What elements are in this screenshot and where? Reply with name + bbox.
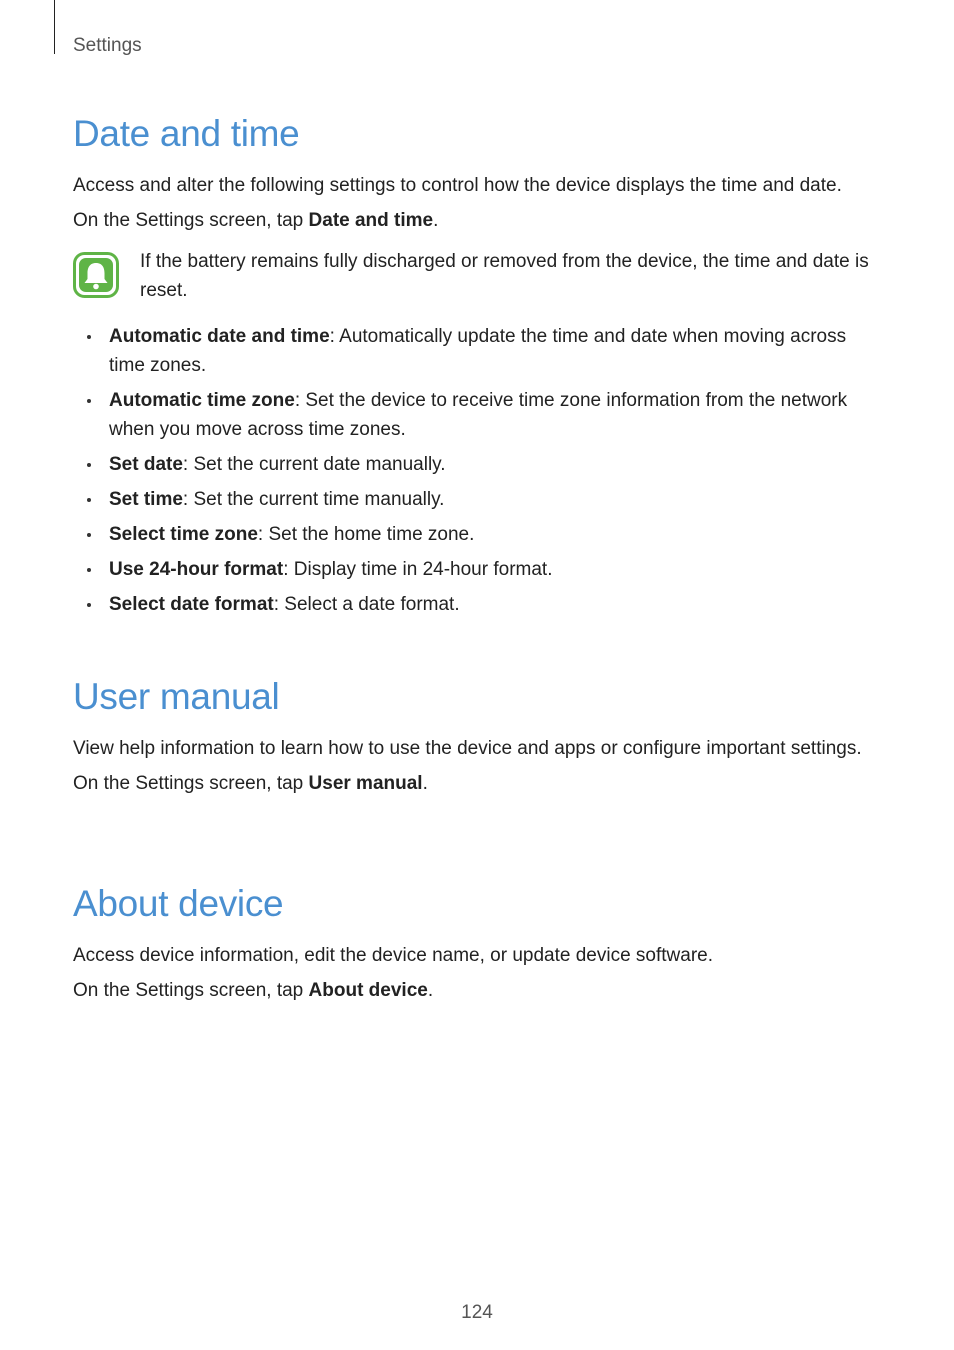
list-item: Use 24-hour format: Display time in 24-hour format. <box>73 555 883 584</box>
note-text: If the battery remains fully discharged or removed from the device, the time and date is reset. <box>140 251 869 301</box>
notification-bell-icon <box>73 252 119 298</box>
list-item: Automatic date and time: Automatically update the time and date when moving across time zones. <box>73 322 883 380</box>
section-title-date-and-time: Date and time <box>73 113 300 154</box>
section-title-about-device: About device <box>73 883 284 924</box>
user-manual-intro: View help information to learn how to use the device and apps or configure important settings. <box>73 738 862 759</box>
running-header: Settings <box>73 35 142 56</box>
list-item: Automatic time zone: Set the device to receive time zone information from the network when you move across time zones. <box>73 386 883 444</box>
list-item: Set date: Set the current date manually. <box>73 450 883 479</box>
about-device-instruction: On the Settings screen, tap About device. <box>73 980 434 1001</box>
section-about-device <box>73 882 883 1005</box>
page-number: 124 <box>461 1302 493 1323</box>
list-item: Set time: Set the current time manually. <box>73 485 883 514</box>
about-device-intro: Access device information, edit the device name, or update device software. <box>73 945 714 966</box>
date-time-intro: Access and alter the following settings to control how the device displays the time and date. <box>73 175 842 196</box>
section-title-user-manual: User manual <box>73 676 280 717</box>
about-device-menu-name: About device <box>308 980 428 1001</box>
section-user-manual <box>73 675 883 798</box>
header-rule <box>54 0 55 54</box>
battery-note <box>73 247 883 307</box>
list-item: Select date format: Select a date format. <box>73 590 883 619</box>
options-list <box>73 322 883 619</box>
user-manual-instruction: On the Settings screen, tap User manual. <box>73 773 428 794</box>
date-time-options <box>73 322 883 619</box>
date-time-menu-name: Date and time <box>308 210 434 231</box>
date-time-instruction: On the Settings screen, tap Date and time. <box>73 210 439 231</box>
list-item: Select time zone: Set the home time zone. <box>73 520 883 549</box>
user-manual-menu-name: User manual <box>308 773 423 794</box>
section-date-and-time <box>73 112 883 235</box>
